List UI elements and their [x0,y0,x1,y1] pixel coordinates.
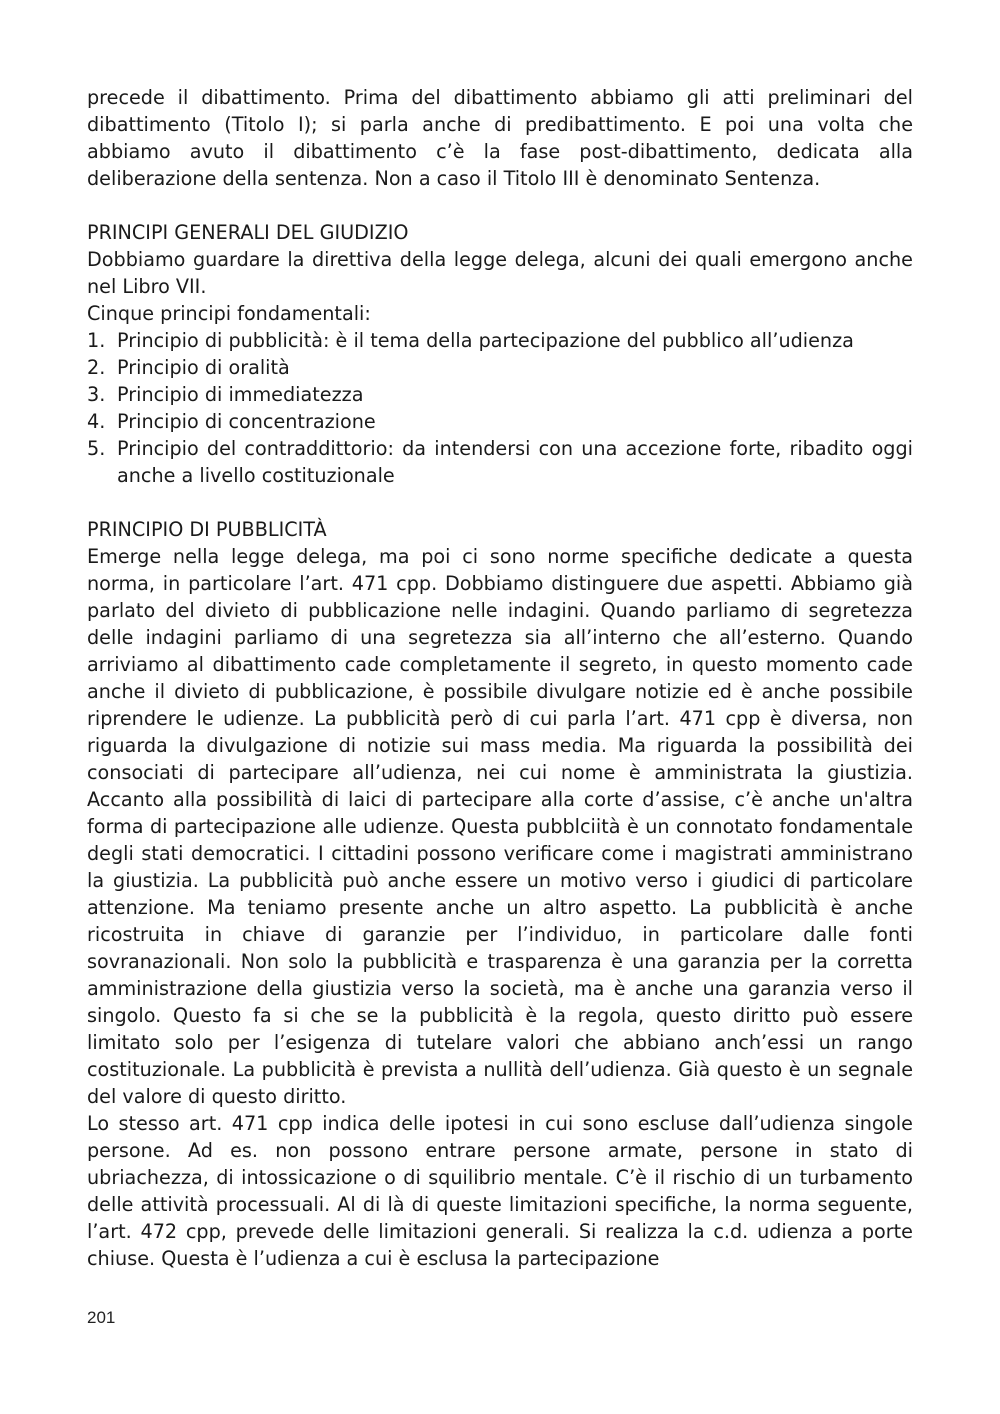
list-item-number: 1. [87,329,106,352]
list-item [87,408,913,435]
principles-list [87,327,913,489]
section-heading-principi-generali: PRINCIPI GENERALI DEL GIUDIZIO [87,221,409,244]
list-item-number: 2. [87,356,106,379]
section1-paragraph-2: Cinque principi fondamentali: [87,302,371,325]
section2-paragraph-2: Lo stesso art. 471 cpp indica delle ipotesi in cui sono escluse dall’udienza singole persone. Ad es. non possono entrare persone armate, persone in stato di ubriachezza, di intossicazione o di squilibrio mentale. C’è il rischio di un turbamento delle attività processuali. Al di là di queste limitazioni specifiche, la norma seguente, l’art. 472 cpp, prevede delle limitazioni generali. Si realizza la c.d. udienza a porte chiuse. Questa è l’udienza a cui è esclusa la partecipazione [87,1112,913,1270]
list-item-text: Principio di immediatezza [117,383,364,406]
section1-paragraph-1: Dobbiamo guardare la direttiva della legge delega, alcuni dei quali emergono anche nel Libro VII. [87,248,913,298]
list-item-text: Principio del contraddittorio: da intendersi con una accezione forte, ribadito oggi anche a livello costituzionale [117,437,913,487]
list-item-number: 5. [87,437,106,460]
section-heading-principio-pubblicita: PRINCIPIO DI PUBBLICITÀ [87,518,327,541]
list-item [87,435,913,489]
page-number: 201 [87,1308,116,1327]
section2-paragraph-1: Emerge nella legge delega, ma poi ci sono norme specifiche dedicate a questa norma, in particolare l’art. 471 cpp. Dobbiamo distinguere due aspetti. Abbiamo già parlato del divieto di pubblicazione nelle indagini. Quando parliamo di segretezza delle indagini parliamo di una segretezza sia all’interno che all’esterno. Quando arriviamo al dibattimento cade completamente il segreto, in questo momento cade anche il divieto di pubblicazione, è possibile divulgare notizie ed è anche possibile riprendere le udienze. La pubblicità però di cui parla l’art. 471 cpp è diversa, non riguarda la divulgazione di notizie sui mass media. Ma riguarda la possibilità dei consociati di partecipare all’udienza, nei cui nome è amministrata la giustizia. Accanto alla possibilità di laici di partecipare alla corte d’assise, c’è anche un'altra forma di partecipazione alle udienze. Questa pubblciità è un connotato fondamentale degli stati democratici. I cittadini possono verificare come i magistrati amministrano la giustizia. La pubblicità può anche essere un motivo verso i giudici di particolare attenzione. Ma teniamo presente anche un altro aspetto. La pubblicità è anche ricostruita in chiave di garanzie per l’individuo, in particolare dalle fonti sovranazionali. Non solo la pubblicità e trasparenza è una garanzia per la corretta amministrazione della giustizia verso la società, ma è anche una garanzia verso il singolo. Questo fa si che se la pubblicità è la regola, questo diritto può essere limitato solo per l’esigenza di tutelare valori che abbiano anch’essi un rango costituzionale. La pubblicità è prevista a nullità dell’udienza. Già questo è un segnale del valore di questo diritto. [87,545,913,1108]
list-item [87,354,913,381]
list-item-number: 3. [87,383,106,406]
document-body [87,84,913,1272]
intro-paragraph: precede il dibattimento. Prima del dibattimento abbiamo gli atti preliminari del dibattimento (Titolo I); si parla anche di predibattimento. E poi una volta che abbiamo avuto il dibattimento c’è la fase post-dibattimento, dedicata alla deliberazione della sentenza. Non a caso il Titolo III è denominato Sentenza. [87,86,913,190]
paragraph-spacer [87,489,913,516]
list-item [87,327,913,354]
list-item-text: Principio di oralità [117,356,290,379]
list-item [87,381,913,408]
list-item-number: 4. [87,410,106,433]
list-item-text: Principio di concentrazione [117,410,376,433]
list-item-text: Principio di pubblicità: è il tema della partecipazione del pubblico all’udienza [117,329,854,352]
paragraph-spacer [87,192,913,219]
